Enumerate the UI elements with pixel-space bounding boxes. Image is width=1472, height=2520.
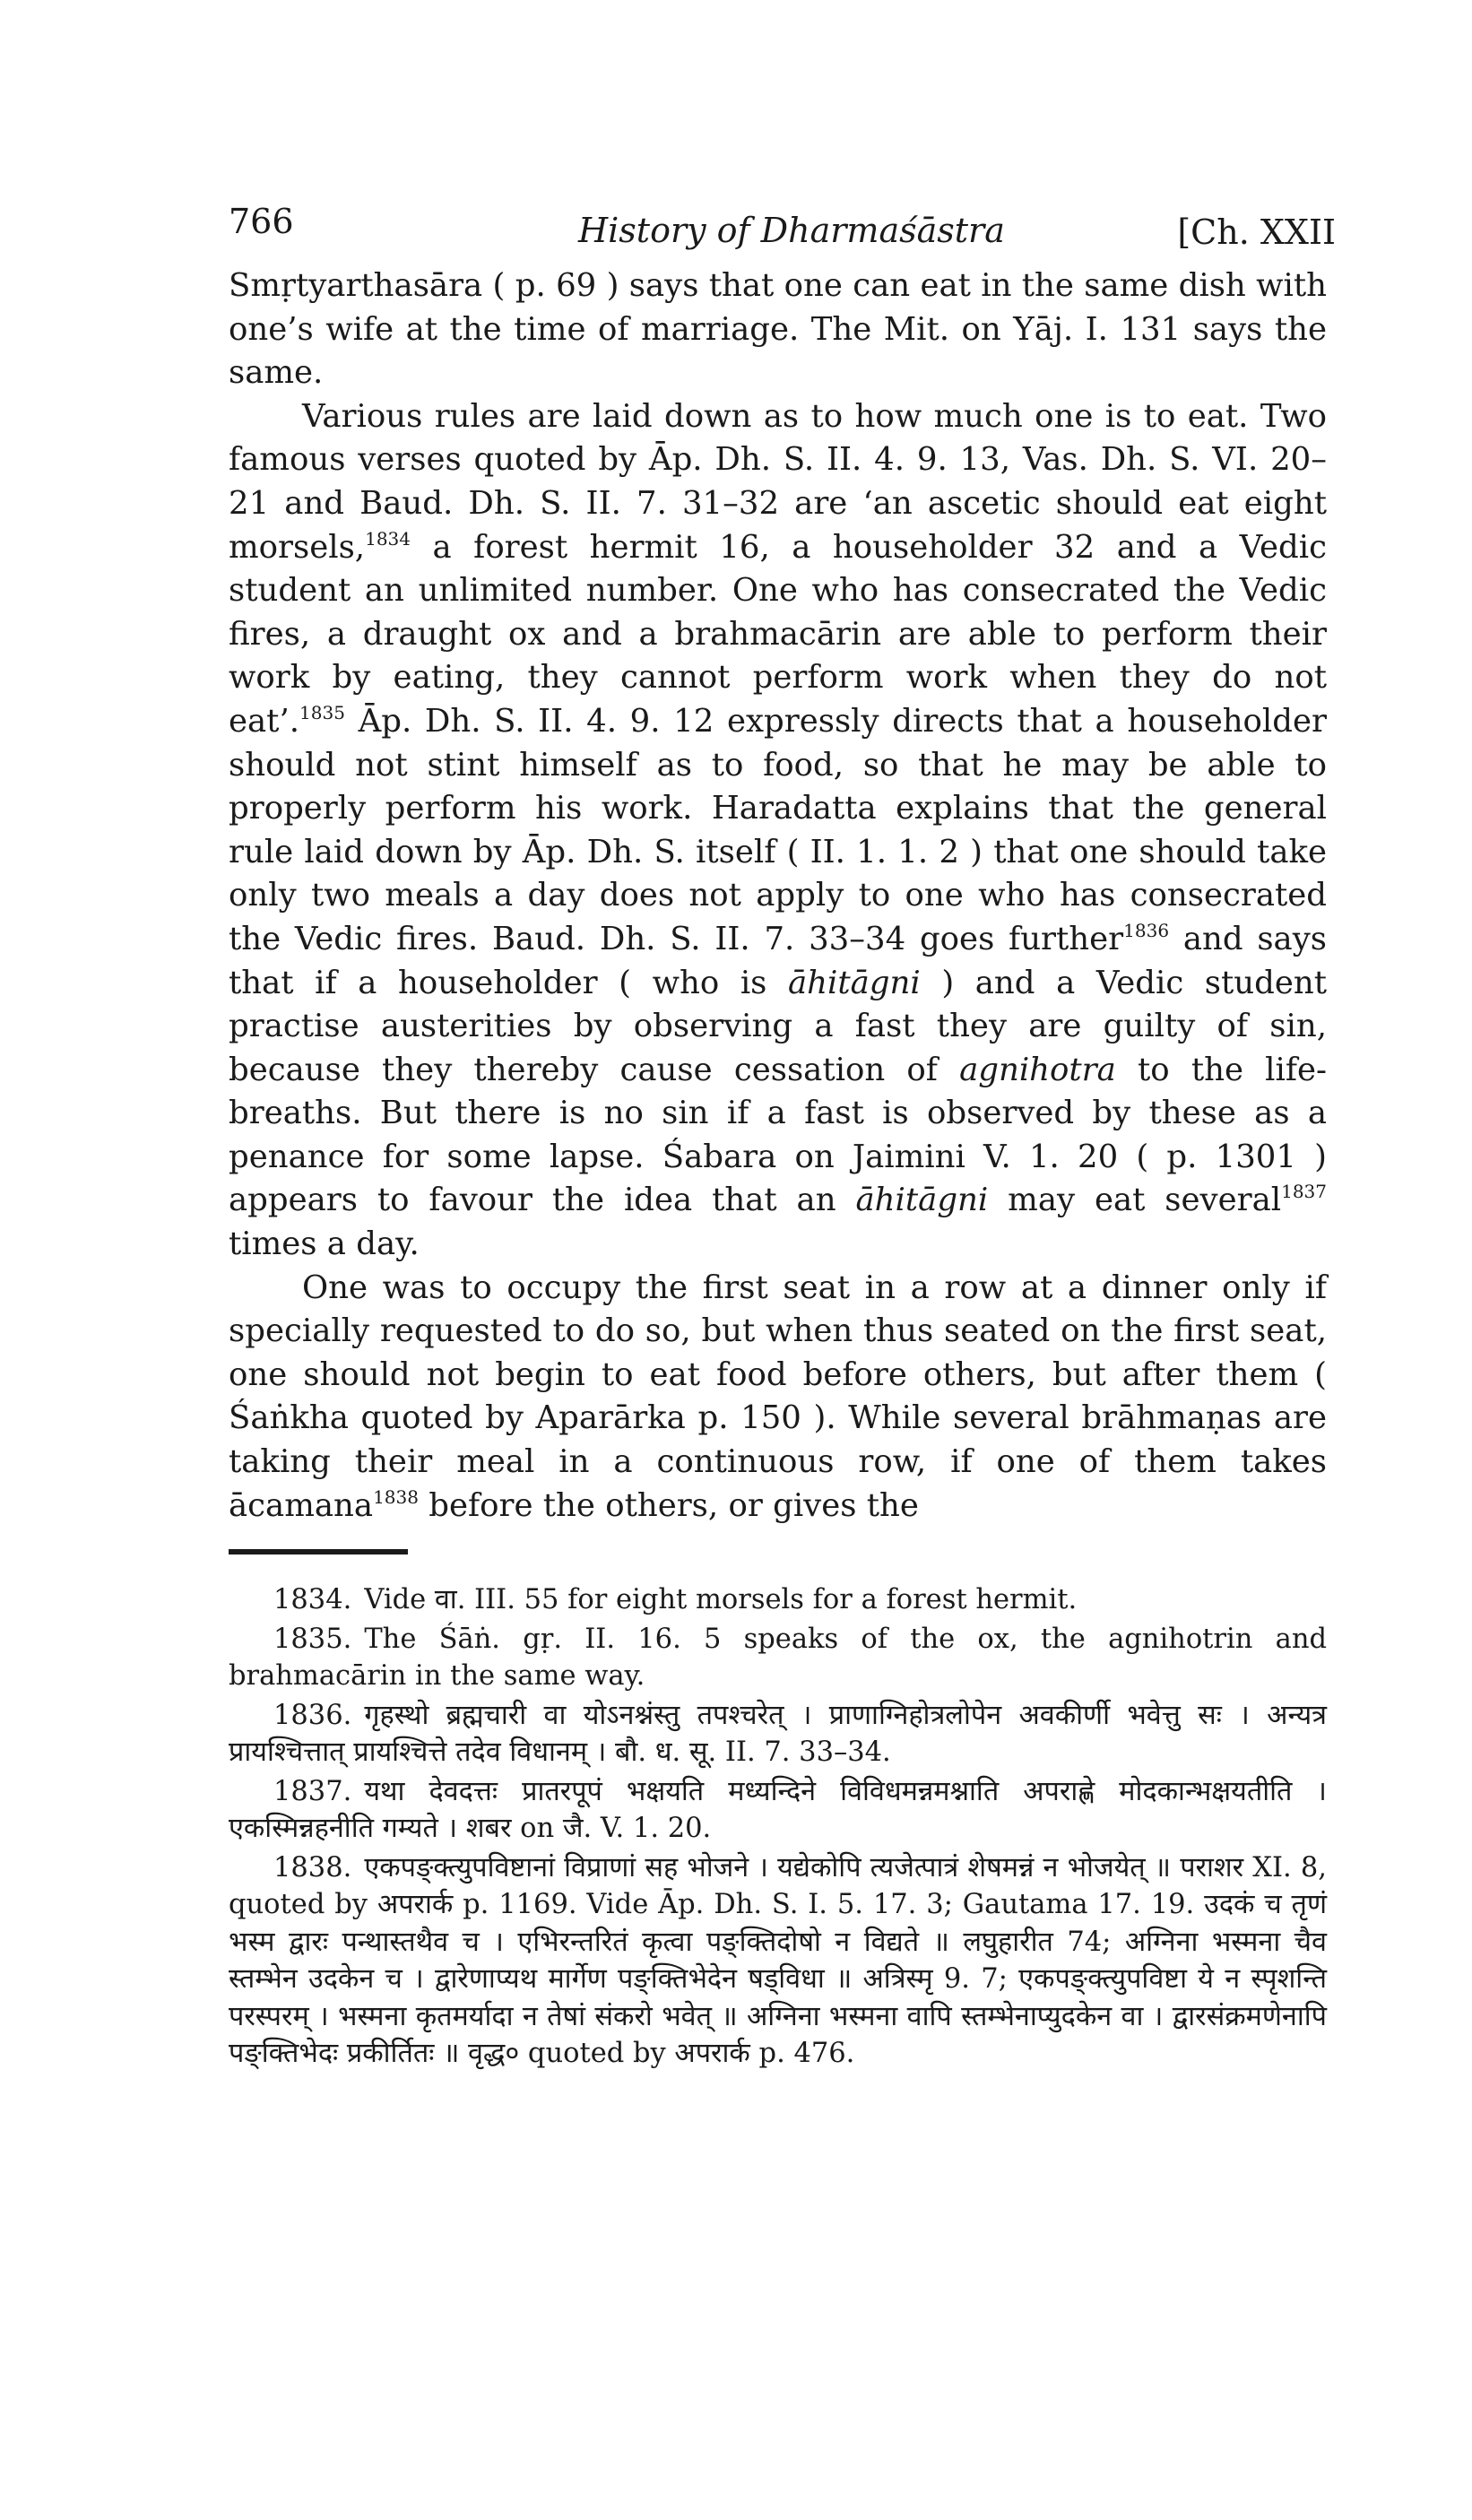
footnote-1837: 1837. यथा देवदत्तः प्रातरपूपं भक्षयति मध्यन्दिने विविधमन्नमश्नाति अपराह्णे मोदकान्भक्षयतीति । एकस्मिन्नहनीति गम्यते । शबर on जै. V. 1. 20. — [229, 1775, 1327, 1845]
main-text — [229, 264, 1327, 1528]
footnote-ref-1834[interactable]: 1834 — [365, 527, 411, 550]
book-page — [229, 202, 1336, 2073]
book-title: History of Dharmaśāstra — [578, 211, 1005, 250]
footnote-1835: 1835. The Śāṅ. gṛ. II. 16. 5 speaks of the ox, the agnihotrin and brahmacārin in the same way. — [229, 1623, 1327, 1693]
footnotes — [229, 1581, 1327, 2073]
paragraph-continuation: Smṛtyarthasāra ( p. 69 ) says that one can eat in the same dish with one’s wife at the time of marriage. The Mit. on Yāj. I. 131 says the same. — [229, 267, 1327, 392]
footnote-1834: 1834. Vide वा. III. 55 for eight morsels for a forest hermit. — [273, 1584, 1078, 1616]
footnote-divider — [229, 1549, 408, 1554]
footnote-ref-1835[interactable]: 1835 — [299, 701, 345, 723]
footnote-ref-1837[interactable]: 1837 — [1281, 1181, 1327, 1203]
footnote-1838: 1838. एकपङ्क्त्युपविष्टानां विप्राणां सह भोजने । यद्येकोपि त्यजेत्पात्रं शेषमन्नं न भोजयेत् ॥ पराशर XI. 8, quoted by अपरार्क p. 1169. Vide Āp. Dh. S. I. 5. 17. 3; Gautama 17. 19. उदकं च तृणं भस्म द्वारः पन्थास्तथैव च । एभिरन्तरितं कृत्वा पङ्क्तिदोषो न विद्यते ॥ लघुहारीत 74; अग्निना भस्मना चैव स्तम्भेन उदकेन च । द्वारेणाप्यथ मार्गेण पङ्क्तिभेदेन षड्विधा ॥ अत्रिस्मृ 9. 7; एकपङ्क्त्युपविष्टा ये न स्पृशन्ति परस्परम् । भस्मना कृतमर्यादा न तेषां संकरो भवेत् ॥ अग्निना भस्मना वापि स्तम्भेनाप्युदकेन वा । द्वारसंक्रमणेनापि पङ्क्तिभेदः प्रकीर्तितः ॥ वृद्ध० quoted by अपरार्क p. 476. — [229, 1851, 1328, 2070]
paragraph-seating: One was to occupy the first seat in a row at a dinner only if specially requested to do so, but when thus seated on the first seat, one should not begin to eat food before others, but after them ( Śaṅkha quoted by Aparārka p. 150 ). While several brāhmaṇas are taking their meal in a continuous row, if one of them takes ācamana$^{1838}$ before the others, or gives the — [229, 1269, 1327, 1524]
footnote-ref-1838[interactable]: 1838 — [373, 1485, 419, 1508]
running-header — [229, 202, 1336, 264]
page-number: 766 — [229, 202, 294, 241]
chapter-label: [Ch. XXII — [1177, 212, 1336, 252]
footnote-ref-1836[interactable]: 1836 — [1123, 919, 1170, 941]
footnote-1836: 1836. गृहस्थो ब्रह्मचारी वा योऽनश्नंस्तु तपश्चरेत् । प्राणाग्निहोत्रलोपेन अवकीर्णी भवेत्तु सः । अन्यत्र प्रायश्चित्तात् प्रायश्चित्ते तदेव विधानम् । बौ. ध. सू. II. 7. 33–34. — [229, 1699, 1327, 1769]
paragraph-eating-rules: Various rules are laid down as to how much one is to eat. Two famous verses quoted by Āp. Dh. S. II. 4. 9. 13, Vas. Dh. S. VI. 20–21 and Baud. Dh. S. II. 7. 31–32 are ‘an ascetic should eat eight morsels,$^{1834}$ a forest hermit 16, a householder 32 and a Vedic student an unlimited number. One who has consecrated the Vedic fires, a draught ox and a brahmacārin are able to perform their work by eating, they cannot perform work when they do not eat’.$^{1835}$ Āp. Dh. S. II. 4. 9. 12 expressly directs that a householder should not stint himself as to food, so that he may be able to properly perform his work. Haradatta explains that the general rule laid down by Āp. Dh. S. itself ( II. 1. 1. 2 ) that one should take only two meals a day does not apply to one who has consecrated the Vedic fires. Baud. Dh. S. II. 7. 33–34 goes further$^{1836}$ and says that if a householder ( who is āhitāgni ) and a Vedic student practise austerities by observing a fast they are guilty of sin, because they thereby cause cessation of agnihotra to the life-breaths. But there is no sin if a fast is observed by these as a penance for some lapse. Śabara on Jaimini V. 1. 20 ( p. 1301 ) appears to favour the idea that an āhitāgni may eat several$^{1837}$ times a day. — [229, 397, 1328, 1263]
